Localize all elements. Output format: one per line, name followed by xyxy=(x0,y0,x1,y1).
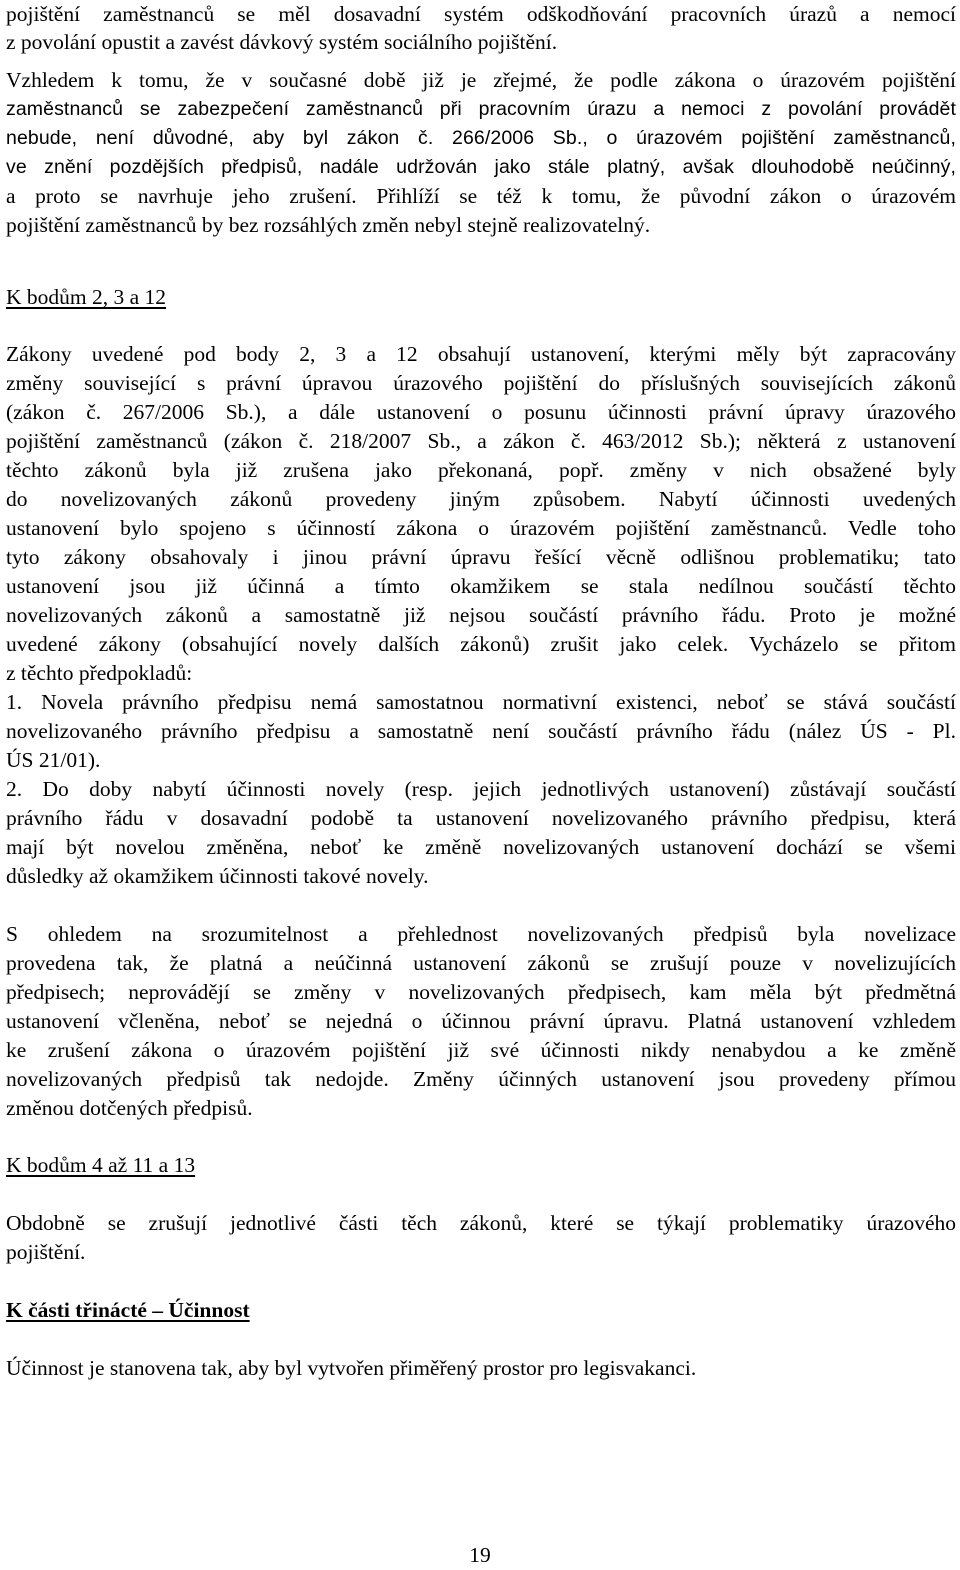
text-line: nebude, není důvodné, aby byl zákon č. 266/2006 Sb., o úrazovém pojištění zaměstnanců, xyxy=(6,127,956,149)
text-line: pojištění zaměstnanců (zákon č. 218/2007 Sb., a zákon č. 463/2012 Sb.); některá z ustanovení xyxy=(6,429,956,453)
text-line: S ohledem na srozumitelnost a přehlednost novelizovaných předpisů byla novelizace xyxy=(6,922,956,946)
text-line: Zákony uvedené pod body 2, 3 a 12 obsahují ustanovení, kterými měly být zapracovány xyxy=(6,342,956,366)
text-line: ustanovení jsou již účinná a tímto okamžikem se stala nedílnou součástí těchto xyxy=(6,574,956,598)
text-line: důsledky až okamžikem účinnosti takové novely. xyxy=(6,864,429,888)
page-number: 19 xyxy=(469,1543,491,1567)
text-line: z těchto předpokladů: xyxy=(6,661,193,685)
text-line: právního řádu v dosavadní podobě ta ustanovení novelizovaného právního předpisu, která xyxy=(6,806,956,830)
text-line: 1. Novela právního předpisu nemá samostatnou normativní existenci, neboť se stává součástí xyxy=(6,690,956,714)
text-line: zaměstnanců se zabezpečení zaměstnanců při pracovním úrazu a nemoci z povolání provádět xyxy=(6,98,956,120)
text-line: pojištění. xyxy=(6,1240,86,1264)
text-line: ustanovení bylo spojeno s účinností zákona o úrazovém pojištění zaměstnanců. Vedle toho xyxy=(6,516,956,540)
text-line: ustanovení včleněna, neboť se nejedná o účinnou právní úpravu. Platná ustanovení vzhledem xyxy=(6,1009,956,1033)
text-line: ke zrušení zákona o úrazovém pojištění již své účinnosti nikdy nenabydou a ke změně xyxy=(6,1038,956,1062)
text-line: a proto se navrhuje jeho zrušení. Přihlíží se též k tomu, že původní zákon o úrazovém xyxy=(6,184,956,208)
text-line: novelizovaných zákonů a samostatně již nejsou součástí právního řádu. Proto je možné xyxy=(6,603,956,627)
text-line: z povolání opustit a zavést dávkový systém sociálního pojištění. xyxy=(6,30,558,54)
text-line: pojištění zaměstnanců se měl dosavadní systém odškodňování pracovních úrazů a nemocí xyxy=(6,2,956,26)
text-line: ve znění pozdějších předpisů, nadále udržován jako stále platný, avšak dlouhodobě neúčinný, xyxy=(6,156,956,178)
text-line: změnou dotčených předpisů. xyxy=(6,1096,253,1120)
text-line: mají být novelou změněna, neboť ke změně novelizovaných ustanovení dochází se všemi xyxy=(6,835,956,859)
text-line: Vzhledem k tomu, že v současné době již je zřejmé, že podle zákona o úrazovém pojištění xyxy=(6,68,956,92)
text-line: novelizovaných předpisů tak nedojde. Změny účinných ustanovení jsou provedeny přímou xyxy=(6,1067,956,1091)
text-line: uvedené zákony (obsahující novely dalších zákonů) zrušit jako celek. Vycházelo se přitom xyxy=(6,632,956,656)
section-heading: K bodům 4 až 11 a 13 xyxy=(6,1153,196,1177)
text-line: Účinnost je stanovena tak, aby byl vytvořen přiměřený prostor pro legisvakanci. xyxy=(6,1356,697,1380)
text-line: novelizovaného právního předpisu a samostatně není součástí právního řádu (nález ÚS - Pl. xyxy=(6,719,956,743)
text-line: provedena tak, že platná a neúčinná ustanovení zákonů se zrušují pouze v novelizujících xyxy=(6,951,956,975)
text-line: předpisech; neprovádějí se změny v novelizovaných předpisech, kam měla být předmětná xyxy=(6,980,956,1004)
text-line: ÚS 21/01). xyxy=(6,748,101,772)
text-line: (zákon č. 267/2006 Sb.), a dále ustanovení o posunu účinnosti právní úpravy úrazového xyxy=(6,400,956,424)
text-line: změny související s právní úpravou úrazového pojištění do příslušných souvisejících zákonů xyxy=(6,371,956,395)
text-line: pojištění zaměstnanců by bez rozsáhlých změn nebyl stejně realizovatelný. xyxy=(6,213,651,237)
section-heading: K části třinácté – Účinnost xyxy=(6,1298,250,1322)
text-line: Obdobně se zrušují jednotlivé části těch zákonů, které se týkají problematiky úrazového xyxy=(6,1211,956,1235)
text-line: 2. Do doby nabytí účinnosti novely (resp. jejich jednotlivých ustanovení) zůstávají součástí xyxy=(6,777,956,801)
text-line: tyto zákony obsahovaly i jinou právní úpravu řešící věcně odlišnou problematiku; tato xyxy=(6,545,956,569)
section-heading: K bodům 2, 3 a 12 xyxy=(6,285,167,309)
text-line: těchto zákonů byla již zrušena jako překonaná, popř. změny v nich obsažené byly xyxy=(6,458,956,482)
text-line: do novelizovaných zákonů provedeny jiným způsobem. Nabytí účinnosti uvedených xyxy=(6,487,956,511)
